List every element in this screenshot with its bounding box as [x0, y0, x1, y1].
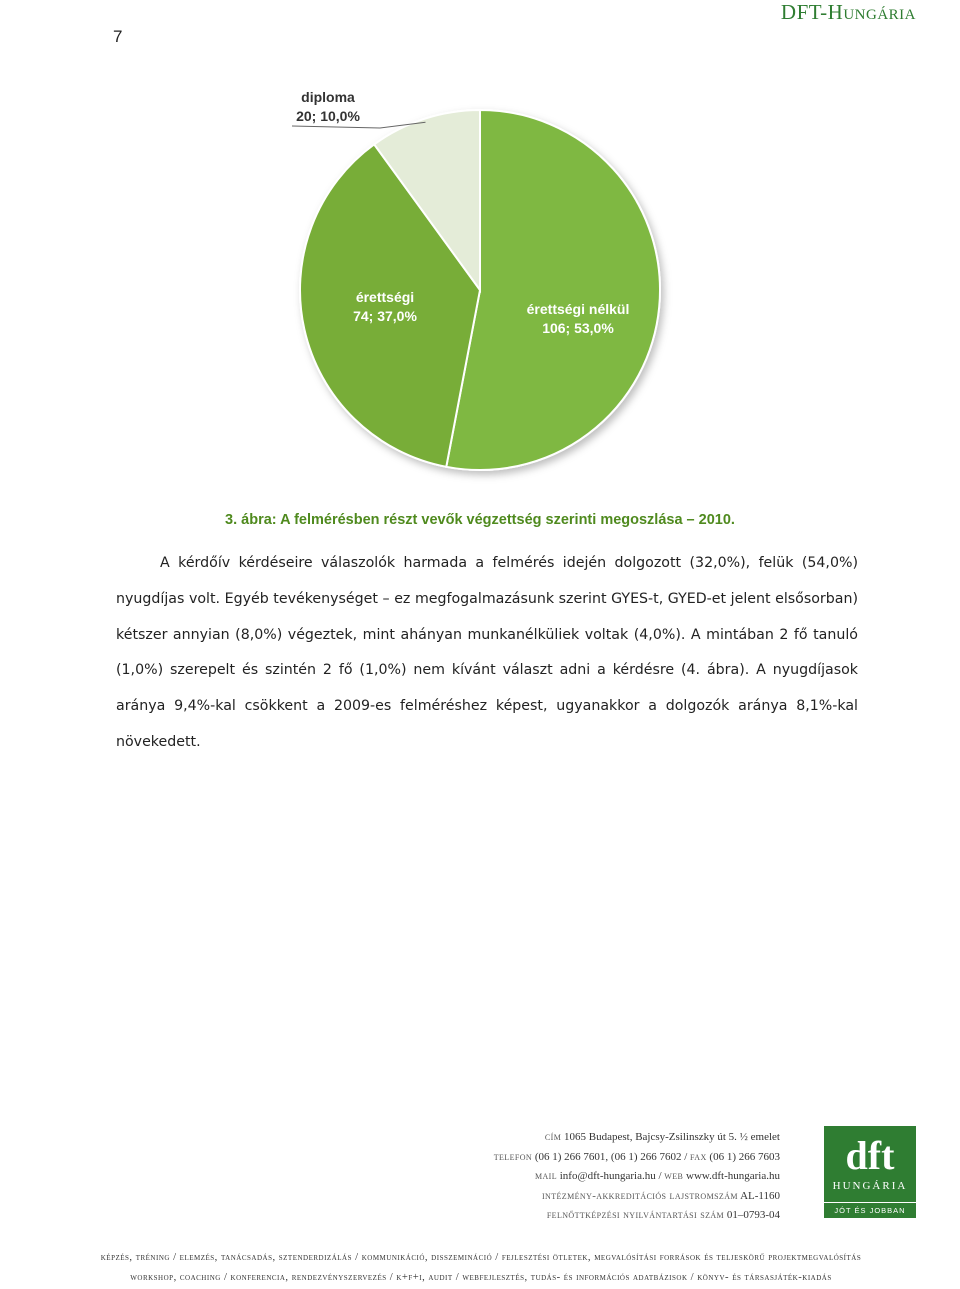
contact-registration	[494, 1206, 780, 1226]
fax-value: (06 1) 266 7603	[709, 1150, 780, 1163]
web-value[interactable]: www.dft-hungaria.hu	[686, 1170, 780, 1183]
address-value: 1065 Budapest, Bajcsy-Zsilinszky út 5. ½ emelet	[564, 1131, 780, 1143]
contact-phone	[494, 1148, 780, 1168]
mail-value[interactable]: info@dft-hungaria.hu	[559, 1170, 656, 1183]
logo-subtext: HUNGÁRIA	[832, 1180, 908, 1192]
figure-caption: 3. ábra: A felmérésben részt vevők végzettség szerinti megoszlása – 2010.	[225, 512, 735, 528]
slice-label-1: érettségi	[355, 289, 415, 305]
pie-chart	[270, 80, 690, 500]
separator: /	[658, 1170, 665, 1183]
address-label: cím	[544, 1131, 562, 1143]
fax-label: fax	[690, 1150, 707, 1163]
registration-value: 01–0793-04	[726, 1209, 780, 1222]
brand-header: DFT-Hungária	[780, 0, 916, 24]
page-number: 7	[113, 27, 123, 46]
slice-label-0: érettségi nélkül	[526, 301, 630, 317]
dft-logo	[824, 1126, 916, 1218]
accreditation-value: AL-1160	[740, 1189, 780, 1202]
separator: /	[684, 1150, 691, 1163]
phone-label: telefon	[493, 1150, 533, 1163]
body-paragraph-container	[116, 546, 858, 761]
web-label: web	[664, 1170, 684, 1183]
accreditation-label: intézmény-akkreditációs lajstromszám	[541, 1189, 738, 1202]
slice-value-label-0: 106; 53,0%	[542, 320, 614, 336]
phone-value: (06 1) 266 7601, (06 1) 266 7602	[534, 1150, 682, 1163]
logo-slogan: JÓT ÉS JOBBAN	[824, 1202, 916, 1218]
slice-value-label-2: 20; 10,0%	[296, 108, 360, 124]
contact-block	[494, 1128, 780, 1226]
mail-label: mail	[534, 1170, 557, 1183]
contact-accreditation	[494, 1187, 780, 1207]
contact-address	[494, 1128, 780, 1148]
footer-services-line-2: workshop, coaching / konferencia, rendezvényszervezés / k+f+i, audit / webfejlesztés, tudás- és információs adatbázisok / könyv- és társasjáték-kiadás	[130, 1272, 832, 1283]
logo-text: dft	[845, 1133, 895, 1178]
slice-value-label-1: 74; 37,0%	[353, 308, 417, 324]
body-paragraph: A kérdőív kérdéseire válaszolók harmada a felmérés idején dolgozott (32,0%), felük (54,0%) nyugdíjas volt. Egyéb tevékenységet – ez megfogalmazásunk szerint GYES-t, GYED-et jelent elsősorban) kétszer annyian (8,0%) végeztek, mint ahányan munkanélküliek voltak (4,0%). A mintában 2 fő tanuló (1,0%) szerepelt és szintén 2 fő (1,0%) nem kívánt választ adni a kérdésre (4. ábra). A nyugdíjasok aránya 9,4%-kal csökkent a 2009-es felméréshez képest, ugyanakkor a dolgozók aránya 8,1%-kal növekedett.	[116, 555, 858, 750]
footer-services-line-1: képzés, tréning / elemzés, tanácsadás, sztenderdizálás / kommunikáció, disszemináció / fejlesztési ötletek, megvalósítási források és teljeskörű projektmegvalósítás	[100, 1252, 862, 1263]
slice-label-2: diploma	[301, 89, 355, 105]
registration-label: felnőttképzési nyilvántartási szám	[546, 1209, 725, 1222]
contact-mail-web	[494, 1167, 780, 1187]
